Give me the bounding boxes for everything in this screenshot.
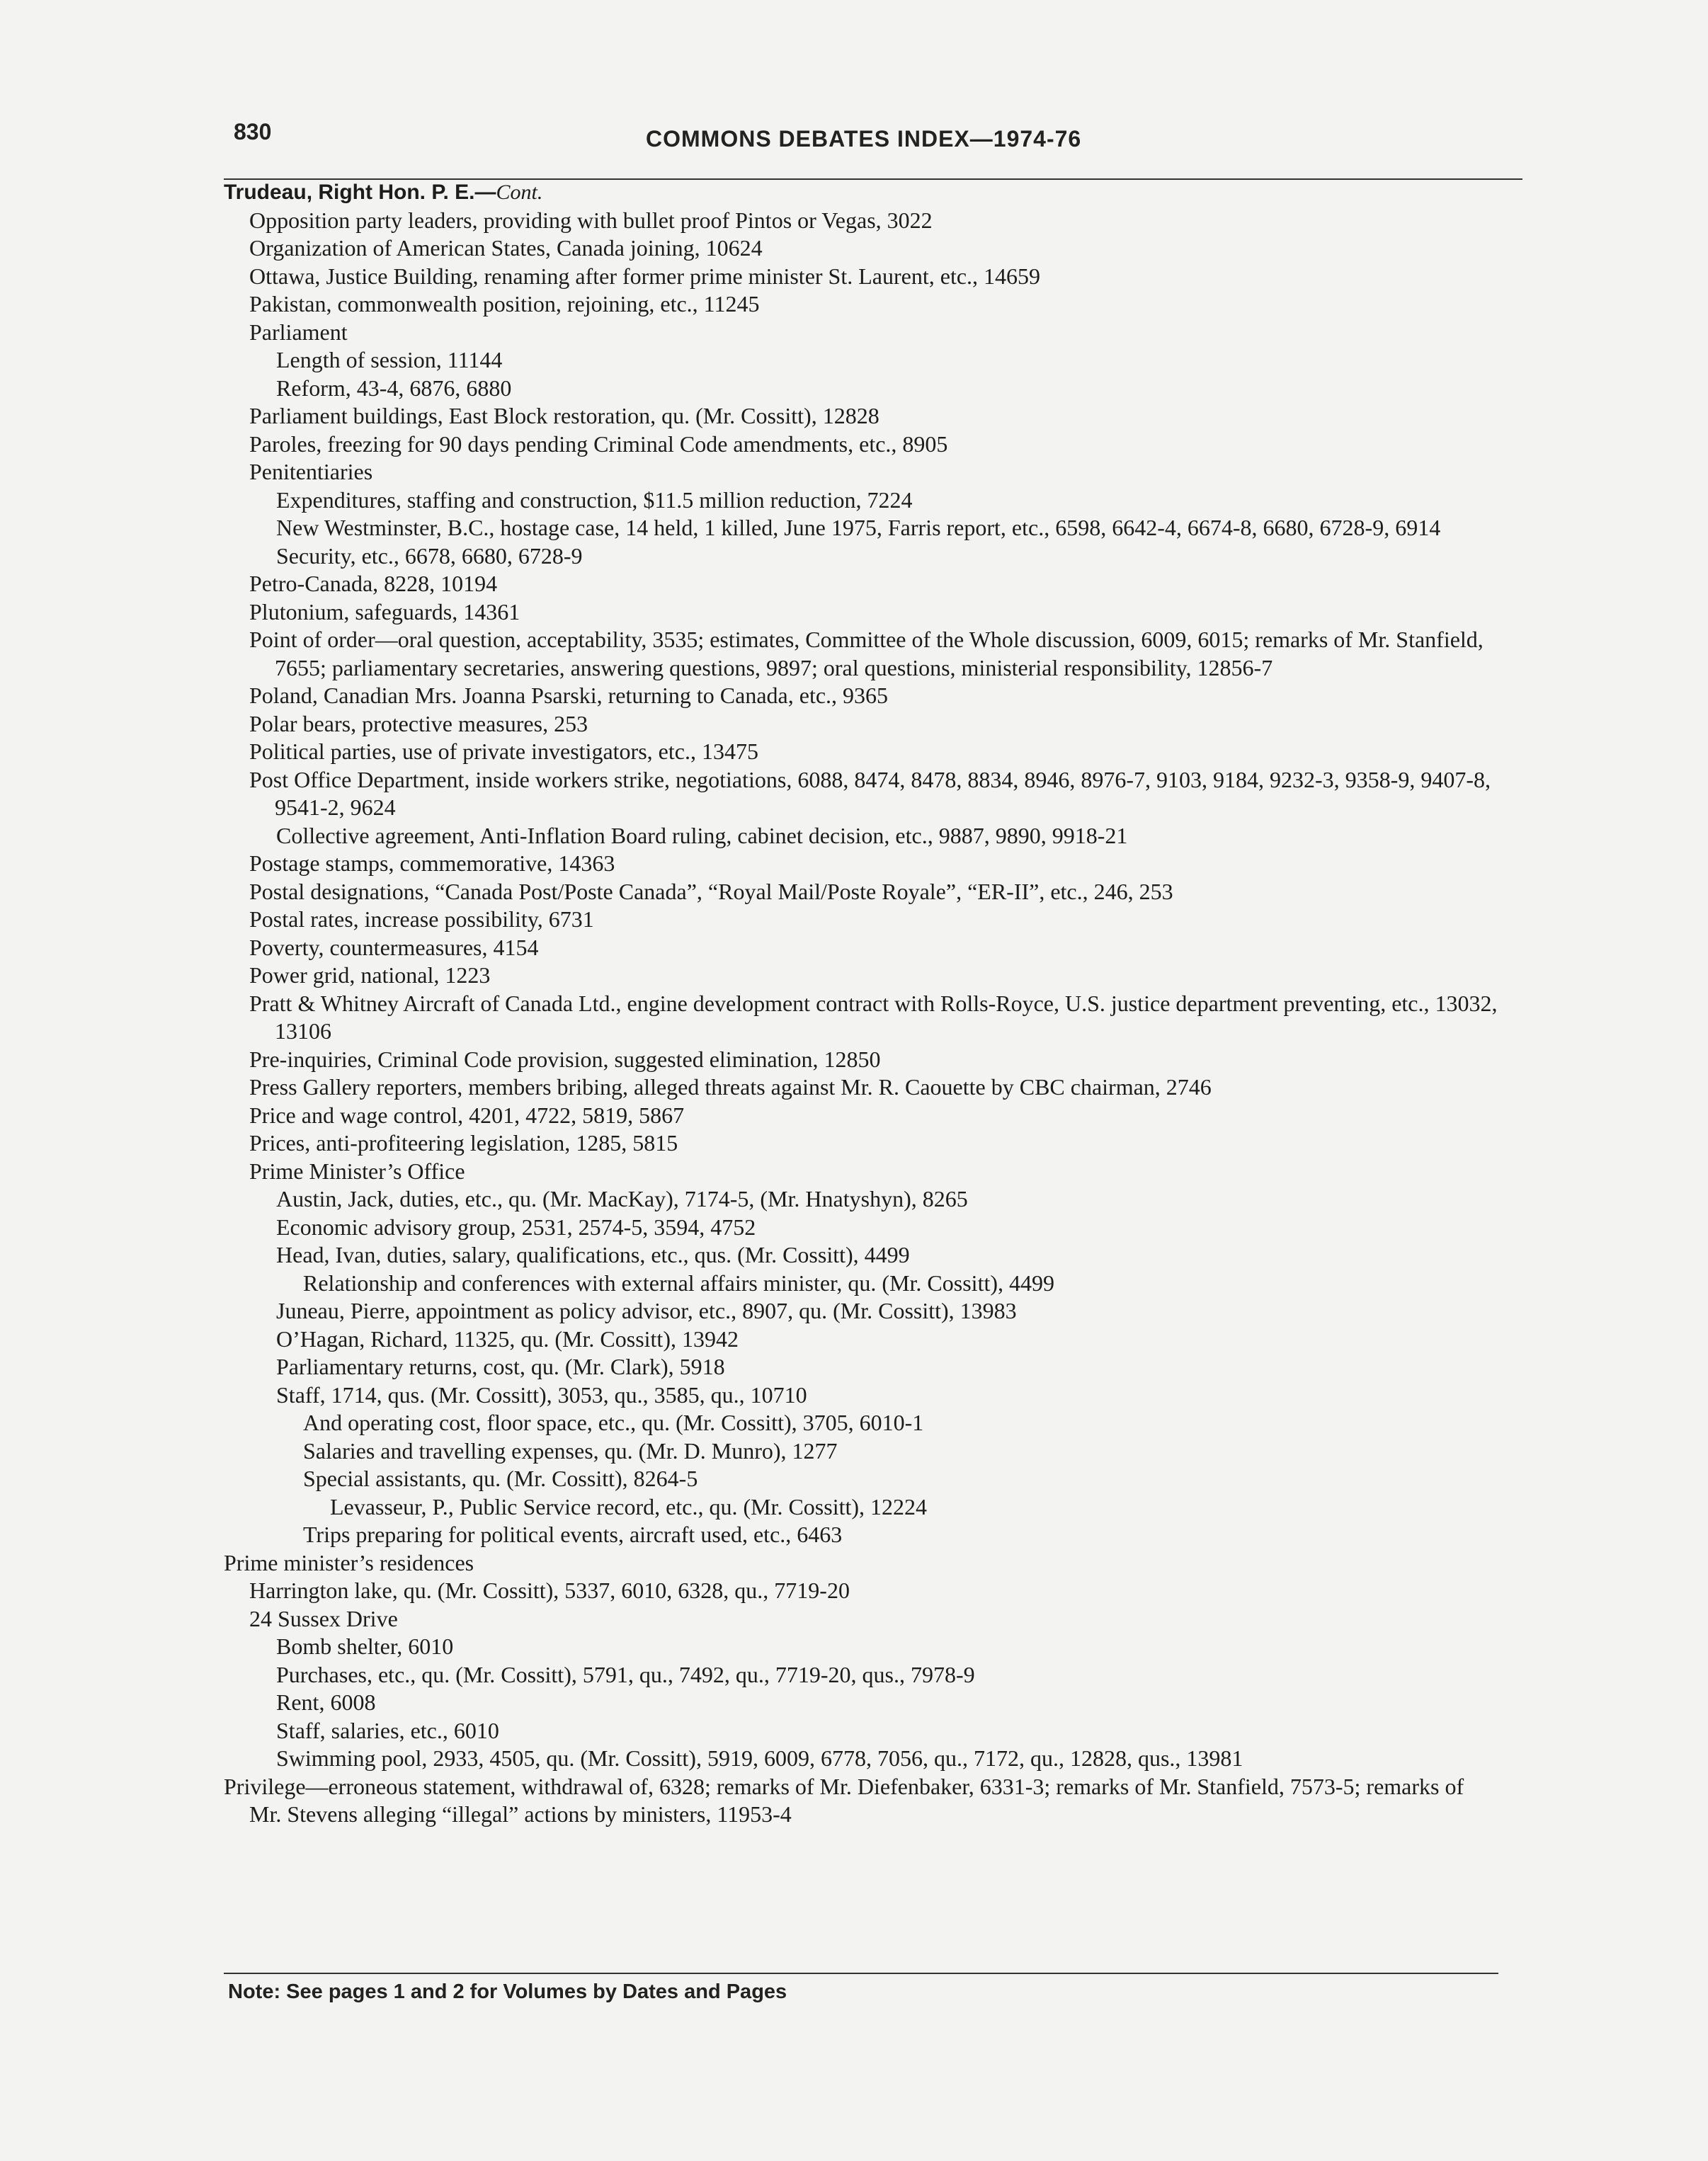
index-entry: Reform, 43-4, 6876, 6880 bbox=[276, 375, 512, 401]
index-entry: Bomb shelter, 6010 bbox=[276, 1633, 454, 1659]
index-entry: Power grid, national, 1223 bbox=[249, 962, 491, 988]
page-number: 830 bbox=[234, 119, 272, 144]
index-entry: Postal designations, “Canada Post/Poste Canada”, “Royal Mail/Poste Royale”, “ER-II”, etc., 246, 253 bbox=[249, 878, 1173, 904]
index-entry: And operating cost, floor space, etc., qu. (Mr. Cossitt), 3705, 6010-1 bbox=[303, 1410, 924, 1435]
index-entry: Rent, 6008 bbox=[276, 1689, 376, 1715]
index-entry: Trips preparing for political events, aircraft used, etc., 6463 bbox=[303, 1522, 843, 1547]
index-entry: Privilege—erroneous statement, withdrawal of, 6328; remarks of Mr. Diefenbaker, 6331-3; remarks of Mr. Stanfield, 7573-5; remarks of Mr. Stevens alleging “illegal” actions by ministers, 11953-4 bbox=[224, 1773, 1464, 1827]
index-entry: New Westminster, B.C., hostage case, 14 held, 1 killed, June 1975, Farris report, etc., 6598, 6642-4, 6674-8, 6680, 6728-9, 6914 bbox=[276, 515, 1441, 540]
index-entry: Pratt & Whitney Aircraft of Canada Ltd., engine development contract with Rolls-Royce, U.S. justice department preventing, etc., 13032, 13106 bbox=[249, 990, 1498, 1044]
index-entry: Austin, Jack, duties, etc., qu. (Mr. MacKay), 7174-5, (Mr. Hnatyshyn), 8265 bbox=[276, 1186, 968, 1211]
index-entry: Polar bears, protective measures, 253 bbox=[249, 710, 588, 736]
index-entry: Parliament buildings, East Block restoration, qu. (Mr. Cossitt), 12828 bbox=[249, 403, 879, 428]
index-entry: Parliament bbox=[249, 319, 348, 345]
index-entry: Post Office Department, inside workers strike, negotiations, 6088, 8474, 8478, 8834, 8946, 8976-7, 9103, 9184, 9232-3, 9358-9, 9407-8, 9541-2, 9624 bbox=[249, 766, 1491, 820]
index-entry: Prime minister’s residences bbox=[224, 1549, 474, 1575]
index-entry: Ottawa, Justice Building, renaming after former prime minister St. Laurent, etc., 14659 bbox=[249, 263, 1041, 289]
index-entry: Postage stamps, commemorative, 14363 bbox=[249, 850, 615, 876]
index-entry: Political parties, use of private investigators, etc., 13475 bbox=[249, 739, 758, 764]
index-entry: Penitentiaries bbox=[249, 459, 373, 484]
index-entry: Length of session, 11144 bbox=[276, 347, 503, 372]
index-entry: Security, etc., 6678, 6680, 6728-9 bbox=[276, 542, 583, 569]
index-entry: Press Gallery reporters, members bribing, alleged threats against Mr. R. Caouette by CBC chairman, 2746 bbox=[249, 1074, 1212, 1100]
index-entry: Postal rates, increase possibility, 6731 bbox=[249, 906, 594, 932]
footer-rule bbox=[224, 1973, 1498, 1974]
index-entry: Purchases, etc., qu. (Mr. Cossitt), 5791, qu., 7492, qu., 7719-20, qus., 7978-9 bbox=[276, 1661, 975, 1687]
index-entry: Poverty, countermeasures, 4154 bbox=[249, 934, 539, 960]
index-entry: Organization of American States, Canada joining, 10624 bbox=[249, 235, 763, 261]
index-entry: Staff, 1714, qus. (Mr. Cossitt), 3053, qu., 3585, qu., 10710 bbox=[276, 1381, 807, 1408]
footer-note: Note: See pages 1 and 2 for Volumes by Dates and Pages bbox=[228, 1980, 787, 2003]
index-entry: 24 Sussex Drive bbox=[249, 1605, 398, 1631]
index-entry: Collective agreement, Anti-Inflation Board ruling, cabinet decision, etc., 9887, 9890, 9918-21 bbox=[276, 822, 1128, 848]
index-entry: Economic advisory group, 2531, 2574-5, 3594, 4752 bbox=[276, 1214, 756, 1240]
index-entry: Swimming pool, 2933, 4505, qu. (Mr. Cossitt), 5919, 6009, 6778, 7056, qu., 7172, qu., 12828, qus., 13981 bbox=[276, 1745, 1243, 1771]
index-entry: Opposition party leaders, providing with bullet proof Pintos or Vegas, 3022 bbox=[249, 207, 933, 233]
index-entries bbox=[224, 178, 1527, 1829]
index-entry: Petro-Canada, 8228, 10194 bbox=[249, 571, 498, 596]
index-entry: Head, Ivan, duties, salary, qualifications, etc., qus. (Mr. Cossitt), 4499 bbox=[276, 1242, 910, 1267]
index-entry: Plutonium, safeguards, 14361 bbox=[249, 598, 520, 625]
index-entry: Point of order—oral question, acceptability, 3535; estimates, Committee of the Whole discussion, 6009, 6015; remarks of Mr. Stanfield, 7655; parliamentary secretaries, answering questions, 9897; oral questions, ministerial responsibility, 12856-7 bbox=[249, 627, 1484, 680]
index-entry: Special assistants, qu. (Mr. Cossitt), 8264-5 bbox=[303, 1466, 698, 1491]
index-entry: Price and wage control, 4201, 4722, 5819, 5867 bbox=[249, 1102, 685, 1128]
index-entry: Staff, salaries, etc., 6010 bbox=[276, 1717, 499, 1743]
index-entry: Levasseur, P., Public Service record, etc., qu. (Mr. Cossitt), 12224 bbox=[330, 1493, 928, 1519]
index-entry: Paroles, freezing for 90 days pending Criminal Code amendments, etc., 8905 bbox=[249, 431, 948, 457]
index-entry: Poland, Canadian Mrs. Joanna Psarski, returning to Canada, etc., 9365 bbox=[249, 683, 889, 708]
index-entry: Salaries and travelling expenses, qu. (Mr. D. Munro), 1277 bbox=[303, 1437, 838, 1464]
index-entry: O’Hagan, Richard, 11325, qu. (Mr. Cossitt), 13942 bbox=[276, 1325, 739, 1352]
main-heading-cont: Cont. bbox=[496, 181, 543, 204]
index-entry: Pre-inquiries, Criminal Code provision, suggested elimination, 12850 bbox=[249, 1046, 881, 1072]
index-entry: Parliamentary returns, cost, qu. (Mr. Clark), 5918 bbox=[276, 1354, 725, 1379]
index-entry: Prime Minister’s Office bbox=[249, 1158, 465, 1184]
index-entry: Juneau, Pierre, appointment as policy advisor, etc., 8907, qu. (Mr. Cossitt), 13983 bbox=[276, 1298, 1017, 1323]
index-entry: Expenditures, staffing and construction, $11.5 million reduction, 7224 bbox=[276, 486, 913, 513]
index-entry: Harrington lake, qu. (Mr. Cossitt), 5337, 6010, 6328, qu., 7719-20 bbox=[249, 1578, 850, 1603]
index-entry: Pakistan, commonwealth position, rejoining, etc., 11245 bbox=[249, 291, 760, 317]
index-entry: Relationship and conferences with external affairs minister, qu. (Mr. Cossitt), 4499 bbox=[303, 1270, 1054, 1296]
main-heading bbox=[224, 178, 1527, 207]
main-heading-name: Trudeau, Right Hon. P. E.— bbox=[224, 181, 496, 204]
page-title: COMMONS DEBATES INDEX—1974-76 bbox=[646, 126, 1082, 152]
index-entry: Prices, anti-profiteering legislation, 1285, 5815 bbox=[249, 1130, 678, 1156]
